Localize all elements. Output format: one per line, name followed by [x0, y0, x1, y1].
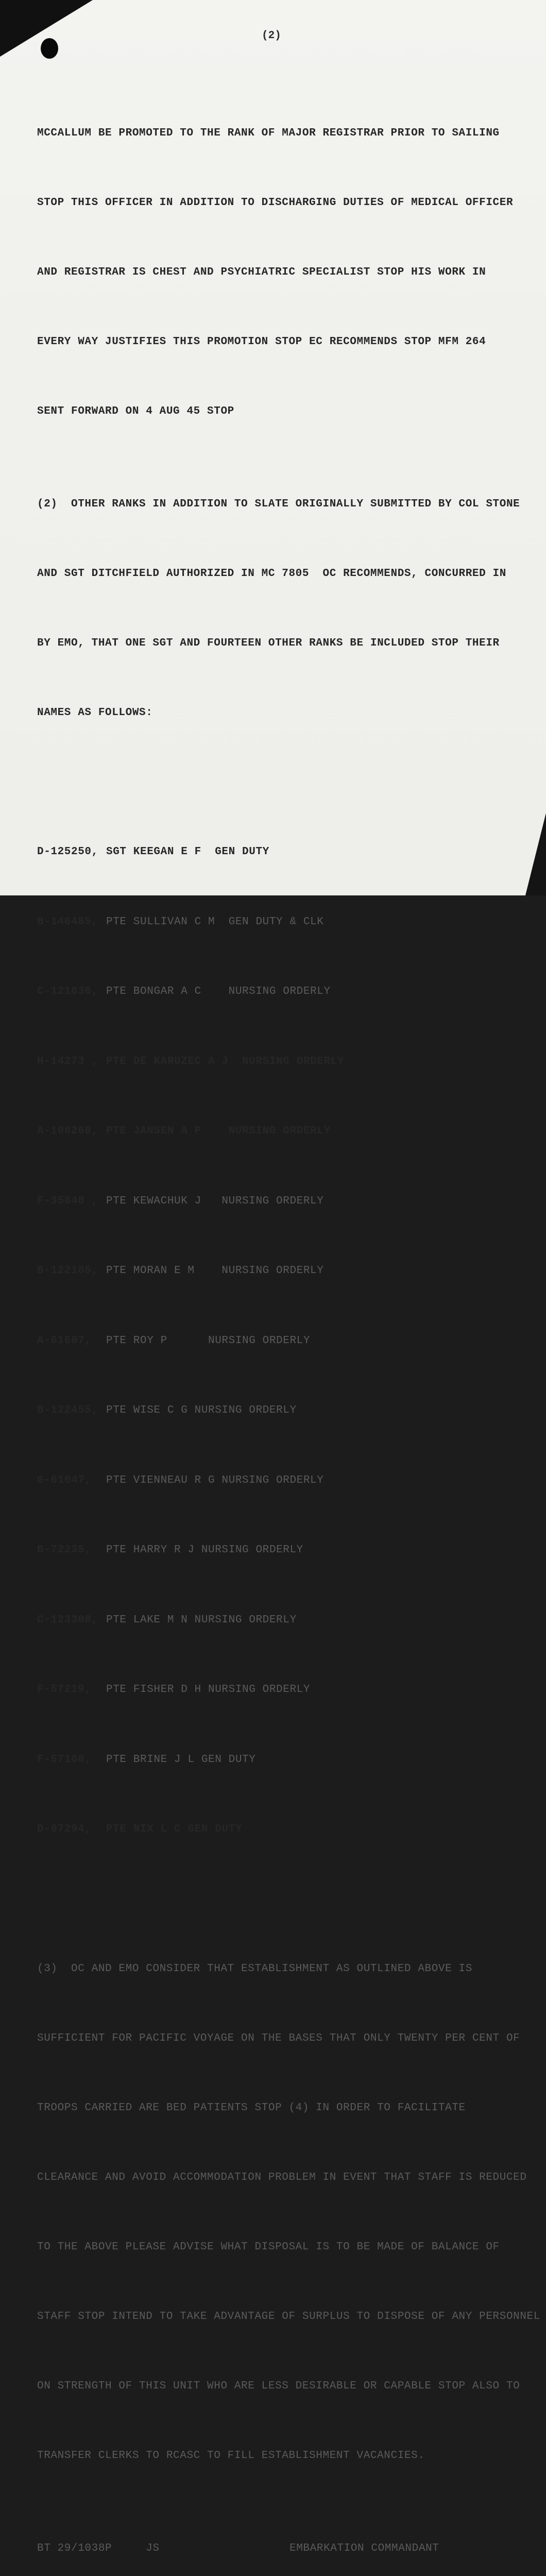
list-item	[37, 980, 537, 1004]
personnel-entry: PTE HARRY R J NURSING ORDERLY	[106, 1544, 303, 1556]
para3-line: STAFF STOP INTEND TO TAKE ADVANTAGE OF SURPLUS TO DISPOSE OF ANY PERSONNEL	[37, 2310, 540, 2323]
para3-line: TROOPS CARRIED ARE BED PATIENTS STOP (4) IN ORDER TO FACILITATE	[37, 2102, 466, 2114]
page-number: (2)	[262, 30, 281, 42]
list-item	[37, 1120, 537, 1143]
service-number: B-146485,	[37, 916, 98, 928]
personnel-entry: PTE ROY P NURSING ORDERLY	[106, 1334, 311, 1347]
personnel-entry: SGT KEEGAN E F GEN DUTY	[106, 846, 269, 858]
list-item	[37, 1608, 537, 1632]
service-number: C-123308,	[37, 1614, 98, 1626]
service-number: F-57219,	[37, 1684, 92, 1696]
list-item	[37, 1050, 537, 1074]
para1-line: SENT FORWARD ON 4 AUG 45 STOP	[37, 405, 234, 417]
para3-line: TO THE ABOVE PLEASE ADVISE WHAT DISPOSAL IS TO BE MADE OF BALANCE OF	[37, 2241, 500, 2253]
list-item	[37, 1818, 537, 1841]
para1-line: MCCALLUM BE PROMOTED TO THE RANK OF MAJOR REGISTRAR PRIOR TO SAILING	[37, 127, 500, 139]
personnel-entry: PTE JANSEN A P NURSING ORDERLY	[106, 1125, 331, 1137]
list-item	[37, 1329, 537, 1353]
punch-hole-icon	[41, 38, 58, 59]
para3-line: TRANSFER CLERKS TO RCASC TO FILL ESTABLISHMENT VACANCIES.	[37, 2449, 425, 2462]
personnel-entry: PTE MORAN E M NURSING ORDERLY	[106, 1265, 324, 1277]
personnel-list	[37, 794, 537, 1888]
para1-line: AND REGISTRAR IS CHEST AND PSYCHIATRIC SPECIALIST STOP HIS WORK IN	[37, 266, 486, 278]
personnel-entry: PTE SULLIVAN C M GEN DUTY & CLK	[106, 916, 324, 928]
list-item	[37, 1259, 537, 1283]
para2-line: (2) OTHER RANKS IN ADDITION TO SLATE ORIGINALLY SUBMITTED BY COL STONE	[37, 498, 520, 510]
para3-line: CLEARANCE AND AVOID ACCOMMODATION PROBLEM IN EVENT THAT STAFF IS REDUCED	[37, 2171, 527, 2183]
list-item	[37, 1469, 537, 1493]
list-item	[37, 1678, 537, 1702]
para3-line: (3) OC AND EMO CONSIDER THAT ESTABLISHMENT AS OUTLINED ABOVE IS	[37, 1962, 472, 1975]
telegram-body	[37, 75, 540, 2576]
service-number: C-121836,	[37, 986, 98, 997]
list-item	[37, 910, 537, 934]
service-number: B-122185,	[37, 1265, 98, 1277]
list-item	[37, 1538, 537, 1562]
para3-line: ON STRENGTH OF THIS UNIT WHO ARE LESS DESIRABLE OR CAPABLE STOP ALSO TO	[37, 2380, 520, 2392]
personnel-entry: PTE BONGAR A C NURSING ORDERLY	[106, 986, 331, 997]
service-number: F-57108,	[37, 1753, 92, 1766]
service-number: G-61047,	[37, 1474, 92, 1486]
list-item	[37, 840, 537, 864]
para3-line: SUFFICIENT FOR PACIFIC VOYAGE ON THE BASES THAT ONLY TWENTY PER CENT OF	[37, 2032, 520, 2044]
message-reference: BT 29/1038P JS	[37, 2542, 160, 2554]
personnel-entry: PTE BRINE J L GEN DUTY	[106, 1753, 256, 1766]
service-number: A-108268,	[37, 1125, 98, 1137]
list-item	[37, 1190, 537, 1213]
signature-line	[37, 2537, 537, 2560]
para1-line: EVERY WAY JUSTIFIES THIS PROMOTION STOP EC RECOMMENDS STOP MFM 264	[37, 336, 486, 348]
personnel-entry: PTE FISHER D H NURSING ORDERLY	[106, 1684, 311, 1696]
para2-line: AND SGT DITCHFIELD AUTHORIZED IN MC 7805 OC RECOMMENDS, CONCURRED IN	[37, 568, 506, 580]
personnel-entry: PTE DE KARUZEC A J NURSING ORDERLY	[106, 1055, 345, 1067]
personnel-entry: PTE LAKE M N NURSING ORDERLY	[106, 1614, 297, 1626]
service-number: F-35848 ,	[37, 1195, 98, 1207]
service-number: B-72235,	[37, 1544, 92, 1556]
personnel-entry: PTE WISE C G NURSING ORDERLY	[106, 1404, 297, 1416]
para2-line: NAMES AS FOLLOWS:	[37, 707, 153, 719]
personnel-entry: PTE NIX L C GEN DUTY	[106, 1823, 243, 1835]
service-number: A-61607,	[37, 1334, 92, 1347]
service-number: B-122455,	[37, 1404, 98, 1416]
service-number: D-125250,	[37, 846, 98, 858]
personnel-entry: PTE VIENNEAU R G NURSING ORDERLY	[106, 1474, 324, 1486]
para1-line: STOP THIS OFFICER IN ADDITION TO DISCHARGING DUTIES OF MEDICAL OFFICER	[37, 197, 514, 209]
service-number: H-14273 ,	[37, 1055, 98, 1067]
sender-name: EMBARKATION COMMANDANT	[289, 2542, 439, 2554]
personnel-entry: PTE KEWACHUK J NURSING ORDERLY	[106, 1195, 324, 1207]
para2-line: BY EMO, THAT ONE SGT AND FOURTEEN OTHER RANKS BE INCLUDED STOP THEIR	[37, 637, 500, 649]
list-item	[37, 1399, 537, 1422]
list-item	[37, 1748, 537, 1772]
service-number: D-97294,	[37, 1823, 92, 1835]
